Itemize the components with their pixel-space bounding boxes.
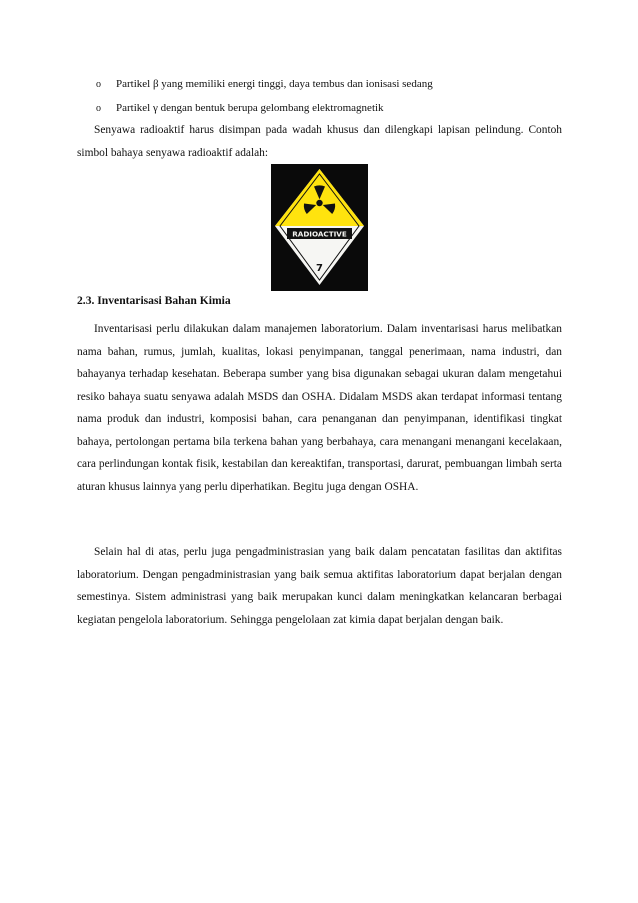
bullet-text-beta: Partikel β yang memiliki energi tinggi, daya tembus dan ionisasi sedang (116, 78, 433, 90)
paragraph-administrasi: Selain hal di atas, perlu juga pengadministrasian yang baik dalam pencatatan fasilitas dan aktifitas laboratorium. Dengan pengadministrasian yang baik semua aktifitas laboratorium dapat berjalan dengan semestinya. Sistem administrasi yang baik merupakan kunci dalam meningkatkan kelancaran berbagai kegiatan pengelola laboratorium. Sehingga pengelolaan zat kimia dapat berjalan dengan baik. (77, 546, 562, 626)
section-heading: 2.3. Inventarisasi Bahan Kimia (77, 294, 231, 307)
paragraph-inventarisasi: Inventarisasi perlu dilakukan dalam manajemen laboratorium. Dalam inventarisasi harus melibatkan nama bahan, rumus, jumlah, kualitas, lokasi penyimpanan, tanggal penerimaan, nama industri, dan bahayanya terhadap kesehatan. Beberapa sumber yang bisa digunakan sebagai ukuran dalam mengetahui resiko bahaya suatu senyawa adalah MSDS dan OSHA. Didalam MSDS akan terdapat informasi tentang nama produk dan industri, komposisi bahan, cara penanganan dan penyimpanan, identifikasi tingkat bahaya, pertolongan pertama bila terkena bahan yang berbahaya, cara menangani menangani kecelakaan, cara perlindungan kontak fisik, kestabilan dan kereaktifan, transportasi, darurat, pembuangan limbah serta aturan khusus lainnya yang perlu diperhatikan. Begitu juga dengan OSHA. (77, 323, 562, 493)
bullet-text-gamma: Partikel γ dengan bentuk berupa gelombang elektromagnetik (116, 102, 384, 114)
bullet-marker: o (96, 79, 101, 90)
label-text: RADIOACTIVE (292, 229, 347, 239)
list-item (96, 77, 566, 101)
radioactive-sign-svg (271, 164, 368, 291)
radioactive-hazard-label (271, 164, 368, 291)
class-number: 7 (316, 263, 323, 274)
bullet-marker: o (96, 103, 101, 114)
bullet-list (96, 77, 566, 125)
paragraph-intro: Senyawa radioaktif harus disimpan pada wadah khusus dan dilengkapi lapisan pelindung. Contoh simbol bahaya senyawa radioaktif adalah: (77, 124, 562, 159)
